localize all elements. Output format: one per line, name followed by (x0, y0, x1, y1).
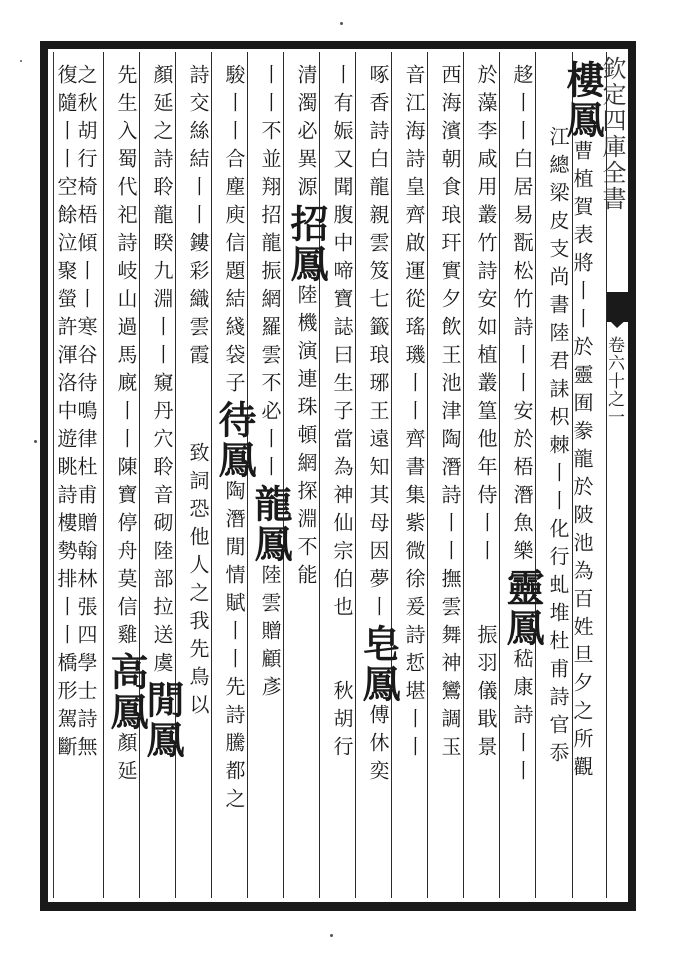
scan-speck (330, 934, 333, 937)
column-text: 陶潛閒情賦丨丨 (222, 480, 246, 676)
entry-heading: 閒鳳 (140, 680, 185, 760)
text-column (430, 64, 470, 764)
column-text: 江總梁皮支尚書陸君誄枳棘丨丨化行虬堆杜甫詩官忝 (546, 126, 570, 770)
column-text: 招龍振網羅雲不必丨丨 (258, 204, 282, 484)
text-column (500, 64, 545, 788)
column-text: 啄香詩白龍親雲笈七籤琅琊王遠知其母因夢丨 (366, 64, 390, 624)
entry-heading: 靈鳳 (500, 568, 545, 648)
column-text: 顏延 (114, 732, 138, 788)
column-text: 音江海詩皇齊啟運從瑤璣丨丨齊書集紫微徐爰詩悊堪丨丨 (402, 64, 426, 764)
column-text: 趍丨丨白居易翫松竹詩丨丨安於梧潛魚樂 (510, 64, 534, 568)
text-column (322, 64, 362, 764)
column-text: 西海濱朝食琅玕實夕飲王池津陶潛詩丨丨撫雲舞神鸞調玉 (438, 64, 462, 764)
fish-tail-notch (607, 318, 628, 328)
entry-heading: 高鳳 (104, 652, 149, 732)
juan-label: 卷六十之一 (604, 336, 624, 426)
column-text: 丨丨不並翔 (258, 64, 282, 204)
column-text: 之秋胡行椅梧傾丨丨寒谷待鳴律杜甫贈翰林張四學士詩無 (74, 64, 98, 764)
column-text: 清濁必異源 (294, 64, 318, 204)
frame-top-border (40, 41, 636, 49)
column-text: 顏延之詩聆龍睽九淵丨丨窺丹穴聆音砌陸部拉送虞 (150, 64, 174, 680)
text-column (212, 64, 257, 816)
text-column (56, 64, 86, 764)
column-text: 嵇康詩丨丨 (510, 648, 534, 788)
scan-speck (34, 440, 37, 443)
column-text: 陸機演連珠頓網探淵不能 (294, 284, 318, 592)
entry-heading: 招鳳 (284, 204, 329, 284)
column-text: 詩交絲結丨丨鏤彩織雲霞 (186, 64, 210, 372)
column-text: 致詞恐他人之我先 (186, 442, 210, 666)
text-column (538, 126, 578, 770)
column-text: 秋胡行 (330, 680, 354, 764)
column-text: 於藻李咸用叢竹詩安如植叢篁他年侍丨丨 (474, 64, 498, 568)
column-text: 鳥以 (186, 666, 210, 722)
column-text: 復隨丨丨空餘泣聚螢許渾洛中遊眺詩樓勢排丨丨橋形駕斷 (54, 64, 78, 764)
entry-heading: 龍鳳 (248, 484, 293, 564)
frame-bottom-border (40, 902, 636, 911)
column-text: 丨有娠又聞腹中啼寶誌曰生子當為神仙宗伯也 (330, 64, 354, 624)
book-title: 欽定四庫全書 (598, 56, 626, 212)
entry-heading: 樓鳳 (560, 60, 605, 140)
text-column (104, 64, 149, 788)
column-text: 傅休奕 (366, 704, 390, 788)
scan-speck (20, 60, 22, 62)
text-column (178, 64, 218, 722)
column-text: 陸雲贈顧彥 (258, 564, 282, 704)
column-text: 先詩騰都之 (222, 676, 246, 816)
scan-speck (340, 22, 343, 25)
text-column (356, 64, 401, 788)
column-text: 駿丨丨合塵庾信題結綫袋子 (222, 64, 246, 400)
column-text: 曹植賀表將丨丨於靈囿豢龍於陂池為百姓旦夕之所觀 (570, 140, 594, 784)
column-text: 先生入蜀代祀詩岐山過馬廐丨丨陳寶停舟莫信雞 (114, 64, 138, 652)
entry-heading: 待鳳 (212, 400, 257, 480)
text-column (248, 64, 293, 704)
column-text: 振羽儀戢景 (474, 624, 498, 764)
entry-heading: 皂鳳 (356, 624, 401, 704)
text-column (466, 64, 506, 764)
